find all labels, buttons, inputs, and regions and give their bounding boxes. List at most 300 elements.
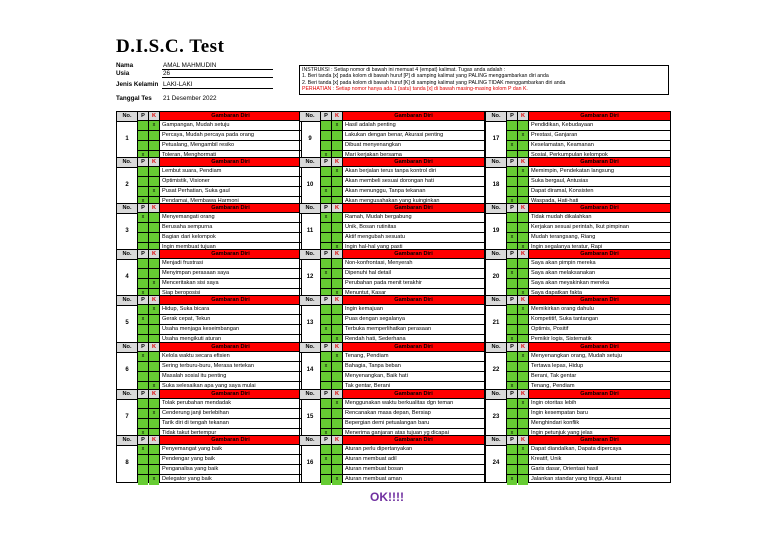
p-mark-cell[interactable] xyxy=(321,352,331,362)
k-header: K xyxy=(518,158,528,167)
p-header: P xyxy=(321,158,331,167)
question-number-cell xyxy=(485,249,507,297)
p-column xyxy=(138,295,149,343)
k-mark-cell[interactable] xyxy=(332,305,342,315)
description-column xyxy=(160,249,302,297)
statement-text: Berani, Tak gentar xyxy=(529,372,670,382)
statement-text: Kerjakan sesuai perintah, Ikut pimpinan xyxy=(529,223,670,233)
p-mark-cell[interactable] xyxy=(507,187,517,197)
statement-text: Percaya, Mudah percaya pada orang xyxy=(160,131,301,141)
no-header: No. xyxy=(300,112,320,122)
p-mark-cell[interactable] xyxy=(321,475,331,485)
description-column xyxy=(160,435,302,483)
p-mark-cell[interactable]: x xyxy=(321,429,331,439)
no-header: No. xyxy=(300,158,320,168)
k-mark-cell[interactable]: x xyxy=(518,305,528,315)
statement-text: Bagian dari kelompok xyxy=(160,233,301,243)
k-mark-cell[interactable]: x xyxy=(149,475,159,485)
k-mark-cell[interactable] xyxy=(518,465,528,475)
p-mark-cell[interactable] xyxy=(138,121,148,131)
k-mark-cell[interactable]: x xyxy=(149,121,159,131)
question-block xyxy=(485,295,671,343)
no-header: No. xyxy=(300,390,320,400)
statement-text: Keselamatan, Keamanan xyxy=(529,141,670,151)
p-mark-cell[interactable]: x xyxy=(138,197,148,207)
k-mark-cell[interactable]: x xyxy=(332,399,342,409)
k-mark-cell[interactable] xyxy=(518,233,528,243)
p-mark-cell[interactable] xyxy=(507,131,517,141)
question-block xyxy=(299,111,485,159)
k-mark-cell[interactable]: x xyxy=(518,352,528,362)
k-mark-cell[interactable] xyxy=(149,465,159,475)
p-mark-cell[interactable] xyxy=(507,399,517,409)
p-mark-cell[interactable] xyxy=(507,419,517,429)
p-header: P xyxy=(138,343,148,352)
question-number: 14 xyxy=(306,367,314,373)
k-mark-cell[interactable]: x xyxy=(332,352,342,362)
k-mark-cell[interactable] xyxy=(149,269,159,279)
p-header: P xyxy=(138,250,148,259)
p-mark-cell[interactable]: x xyxy=(138,213,148,223)
k-header: K xyxy=(332,204,342,213)
statement-text: Penganalisa yang baik xyxy=(160,465,301,475)
description-header: Gambaran Diri xyxy=(343,390,484,399)
p-column xyxy=(507,157,518,205)
k-header: K xyxy=(518,112,528,121)
p-mark-cell[interactable] xyxy=(138,305,148,315)
p-mark-cell[interactable] xyxy=(138,362,148,372)
p-mark-cell[interactable]: x xyxy=(138,429,148,439)
p-mark-cell[interactable] xyxy=(507,455,517,465)
p-mark-cell[interactable] xyxy=(321,223,331,233)
p-mark-cell[interactable] xyxy=(507,121,517,131)
p-header: P xyxy=(321,296,331,305)
k-mark-cell[interactable] xyxy=(332,455,342,465)
p-mark-cell[interactable] xyxy=(507,177,517,187)
k-header: K xyxy=(332,343,342,352)
p-mark-cell[interactable] xyxy=(138,223,148,233)
p-mark-cell[interactable] xyxy=(138,141,148,151)
p-column xyxy=(138,111,149,159)
statement-text: Memikirkan orang dahulu xyxy=(529,305,670,315)
p-mark-cell[interactable]: x xyxy=(507,382,517,392)
k-mark-cell[interactable]: x xyxy=(332,167,342,177)
description-column xyxy=(160,111,302,159)
p-mark-cell[interactable] xyxy=(507,362,517,372)
statement-text: Masalah sosial itu penting xyxy=(160,372,301,382)
instructions-line1: 1. Beri tanda [x] pada kolom di bawah huruf [P] di samping kalimat yang PALING menggambarkan diri anda xyxy=(302,73,549,80)
p-header: P xyxy=(321,250,331,259)
k-mark-cell[interactable] xyxy=(149,259,159,269)
p-mark-cell[interactable]: x xyxy=(507,141,517,151)
p-header: P xyxy=(138,204,148,213)
statement-text: Tenang, Pendiam xyxy=(531,383,575,389)
p-mark-cell[interactable] xyxy=(321,233,331,243)
question-number: 23 xyxy=(492,414,500,420)
question-number-cell xyxy=(485,111,507,159)
statement-text: Waspada, Hati-hati xyxy=(531,198,579,204)
statement-text: Petualang, Mengambil resiko xyxy=(160,141,301,151)
k-mark-cell[interactable] xyxy=(149,213,159,223)
k-mark-cell[interactable] xyxy=(518,372,528,382)
p-mark-cell[interactable] xyxy=(321,315,331,325)
statement-text: Aturan membuat adil xyxy=(343,455,484,465)
p-mark-cell[interactable] xyxy=(507,352,517,362)
k-mark-cell[interactable] xyxy=(149,325,159,335)
question-number: 5 xyxy=(125,320,129,326)
instructions-warning: PERHATIAN : Setiap nomor hanya ada 1 (satu) tanda [x] di bawah masing-masing kolom P dan K. xyxy=(302,86,528,93)
k-mark-cell[interactable] xyxy=(332,445,342,455)
k-mark-cell[interactable] xyxy=(518,177,528,187)
k-mark-cell[interactable] xyxy=(149,315,159,325)
statement-text: Menceritakan sisi saya xyxy=(160,279,301,289)
no-header: No. xyxy=(486,436,506,446)
p-mark-cell[interactable] xyxy=(507,259,517,269)
p-mark-cell[interactable]: x xyxy=(138,352,148,362)
question-number: 9 xyxy=(308,136,312,142)
no-header: No. xyxy=(117,112,137,122)
p-mark-cell[interactable] xyxy=(138,177,148,187)
p-mark-cell[interactable] xyxy=(138,131,148,141)
p-column xyxy=(507,249,518,297)
p-mark-cell[interactable] xyxy=(507,372,517,382)
statement-text: Bepergian demi petualangan baru xyxy=(343,419,484,429)
p-mark-cell[interactable] xyxy=(507,213,517,223)
k-mark-cell[interactable] xyxy=(332,372,342,382)
k-mark-cell[interactable]: x xyxy=(149,187,159,197)
question-block xyxy=(299,389,485,437)
statement-text: Aturan membuat aman xyxy=(345,476,402,482)
p-mark-cell[interactable] xyxy=(138,475,148,485)
k-mark-cell[interactable]: x xyxy=(332,289,342,299)
p-mark-cell[interactable]: x xyxy=(321,213,331,223)
p-mark-cell[interactable] xyxy=(321,279,331,289)
p-mark-cell[interactable] xyxy=(507,325,517,335)
k-mark-cell[interactable] xyxy=(332,362,342,372)
k-column xyxy=(332,389,343,437)
k-mark-cell[interactable] xyxy=(149,233,159,243)
question-number-cell xyxy=(299,295,321,343)
p-mark-cell[interactable]: x xyxy=(138,315,148,325)
statement-text: Saya akan melaksanakan xyxy=(529,269,670,279)
question-block xyxy=(485,111,671,159)
question-number-cell xyxy=(299,389,321,437)
question-block xyxy=(485,157,671,205)
statement-text: Rencanakan masa depan, Bersiap xyxy=(343,409,484,419)
statement-text: Ingin kesempatan baru xyxy=(529,409,670,419)
question-block xyxy=(485,203,671,251)
k-mark-cell[interactable] xyxy=(149,399,159,409)
p-mark-cell[interactable] xyxy=(321,465,331,475)
question-number-cell xyxy=(485,157,507,205)
p-mark-cell[interactable] xyxy=(138,409,148,419)
k-mark-cell[interactable]: x xyxy=(518,243,528,253)
k-mark-cell[interactable] xyxy=(518,475,528,485)
p-mark-cell[interactable] xyxy=(138,325,148,335)
k-mark-cell[interactable] xyxy=(518,325,528,335)
p-mark-cell[interactable] xyxy=(321,419,331,429)
p-mark-cell[interactable] xyxy=(321,141,331,151)
k-mark-cell[interactable] xyxy=(149,131,159,141)
p-mark-cell[interactable]: x xyxy=(507,269,517,279)
k-mark-cell[interactable] xyxy=(332,259,342,269)
p-mark-cell[interactable] xyxy=(138,465,148,475)
no-header: No. xyxy=(486,343,506,353)
p-mark-cell[interactable] xyxy=(321,177,331,187)
k-column xyxy=(149,342,160,390)
k-mark-cell[interactable] xyxy=(332,177,342,187)
p-mark-cell[interactable] xyxy=(507,445,517,455)
k-mark-cell[interactable] xyxy=(149,223,159,233)
k-mark-cell[interactable] xyxy=(332,223,342,233)
k-mark-cell[interactable] xyxy=(332,187,342,197)
k-mark-cell[interactable]: x xyxy=(332,121,342,131)
k-mark-cell[interactable] xyxy=(332,269,342,279)
k-mark-cell[interactable]: x xyxy=(518,289,528,299)
description-header: Gambaran Diri xyxy=(160,250,301,259)
statement-text: Saya akan pimpin mereka xyxy=(529,259,670,269)
description-header: Gambaran Diri xyxy=(160,436,301,445)
p-mark-cell[interactable]: x xyxy=(138,445,148,455)
no-header: No. xyxy=(117,250,137,260)
statement-text: Akan membeli sesuai dorongan hati xyxy=(343,177,484,187)
p-header: P xyxy=(138,296,148,305)
description-column xyxy=(160,389,302,437)
k-header: K xyxy=(332,436,342,445)
p-mark-cell[interactable]: x xyxy=(507,197,517,207)
p-mark-cell[interactable] xyxy=(138,233,148,243)
p-mark-cell[interactable]: x xyxy=(507,475,517,485)
k-column xyxy=(332,203,343,251)
statement-text: Memimpin, Pendekatan langsung xyxy=(529,167,670,177)
p-mark-cell[interactable] xyxy=(507,465,517,475)
p-mark-cell[interactable] xyxy=(507,409,517,419)
statement-text: Menyenangkan, Baik hati xyxy=(343,372,484,382)
statement-text: Delegator yang baik xyxy=(162,476,212,482)
k-header: K xyxy=(332,250,342,259)
k-mark-cell[interactable]: x xyxy=(518,445,528,455)
no-header: No. xyxy=(117,436,137,446)
instructions-line2: 2. Beri tanda [x] pada kolom di bawah huruf [K] di samping kalimat yang PALING TIDAK menggambarkan diri anda xyxy=(302,79,566,86)
p-mark-cell[interactable]: x xyxy=(321,187,331,197)
k-mark-cell[interactable] xyxy=(332,131,342,141)
k-mark-cell[interactable] xyxy=(518,259,528,269)
question-number-cell xyxy=(485,295,507,343)
k-mark-cell[interactable] xyxy=(149,419,159,429)
p-mark-cell[interactable] xyxy=(321,305,331,315)
k-mark-cell[interactable] xyxy=(518,409,528,419)
p-column xyxy=(138,389,149,437)
question-block xyxy=(299,249,485,297)
statement-text: Mari kerjakan bersama xyxy=(345,152,402,158)
p-mark-cell[interactable] xyxy=(321,121,331,131)
p-mark-cell[interactable] xyxy=(138,187,148,197)
p-mark-cell[interactable]: x xyxy=(138,151,148,161)
gender-label: Jenis Kelamin xyxy=(116,81,159,88)
k-mark-cell[interactable] xyxy=(332,279,342,289)
statement-text: Pendidikan, Kebudayaan xyxy=(529,121,670,131)
p-mark-cell[interactable]: x xyxy=(507,233,517,243)
k-mark-cell[interactable] xyxy=(149,372,159,382)
k-mark-cell[interactable]: x xyxy=(332,335,342,345)
p-mark-cell[interactable]: x xyxy=(507,429,517,439)
p-mark-cell[interactable] xyxy=(507,279,517,289)
description-column xyxy=(529,435,671,483)
p-mark-cell[interactable]: x xyxy=(321,269,331,279)
p-mark-cell[interactable] xyxy=(321,372,331,382)
question-number: 1 xyxy=(125,136,129,142)
k-mark-cell[interactable] xyxy=(149,445,159,455)
question-number-cell xyxy=(485,435,507,483)
k-mark-cell[interactable] xyxy=(518,121,528,131)
statement-text: Suka selesaikan apa yang saya mulai xyxy=(162,383,256,389)
k-mark-cell[interactable] xyxy=(149,177,159,187)
description-header: Gambaran Diri xyxy=(529,250,670,259)
p-mark-cell[interactable] xyxy=(507,305,517,315)
k-mark-cell[interactable] xyxy=(332,315,342,325)
k-mark-cell[interactable]: x xyxy=(149,382,159,392)
k-column xyxy=(332,157,343,205)
k-mark-cell[interactable] xyxy=(332,213,342,223)
description-column xyxy=(343,111,485,159)
k-mark-cell[interactable] xyxy=(518,223,528,233)
p-mark-cell[interactable] xyxy=(507,223,517,233)
k-mark-cell[interactable] xyxy=(518,213,528,223)
k-mark-cell[interactable] xyxy=(332,141,342,151)
k-mark-cell[interactable]: x xyxy=(518,399,528,409)
k-mark-cell[interactable] xyxy=(332,233,342,243)
statement-text: Pendamai, Membawa Harmoni xyxy=(162,198,239,204)
description-header: Gambaran Diri xyxy=(529,343,670,352)
k-mark-cell[interactable] xyxy=(518,419,528,429)
description-column xyxy=(529,295,671,343)
description-header: Gambaran Diri xyxy=(529,112,670,121)
description-header: Gambaran Diri xyxy=(529,436,670,445)
k-mark-cell[interactable] xyxy=(149,362,159,372)
statement-text: Lakukan dengan benar, Akurasi penting xyxy=(343,131,484,141)
k-column xyxy=(518,203,529,251)
p-mark-cell[interactable] xyxy=(507,167,517,177)
page-title: D.I.S.C. Test xyxy=(116,36,225,57)
k-mark-cell[interactable]: x xyxy=(149,409,159,419)
question-number: 15 xyxy=(306,414,314,420)
no-header: No. xyxy=(117,390,137,400)
no-header: No. xyxy=(117,343,137,353)
p-mark-cell[interactable] xyxy=(321,259,331,269)
question-number: 6 xyxy=(125,367,129,373)
k-mark-cell[interactable] xyxy=(518,141,528,151)
p-mark-cell[interactable] xyxy=(138,167,148,177)
k-mark-cell[interactable] xyxy=(518,269,528,279)
gender-value: LAKI-LAKI xyxy=(162,81,273,89)
k-mark-cell[interactable] xyxy=(518,315,528,325)
p-mark-cell[interactable]: x xyxy=(507,335,517,345)
k-mark-cell[interactable]: x xyxy=(149,279,159,289)
k-mark-cell[interactable] xyxy=(149,352,159,362)
p-mark-cell[interactable] xyxy=(321,167,331,177)
k-column xyxy=(149,295,160,343)
statement-text: Ingin membuat tujuan xyxy=(162,244,216,250)
k-mark-cell[interactable]: x xyxy=(149,305,159,315)
p-mark-cell[interactable] xyxy=(138,372,148,382)
statement-text: Saya dapatkan fakta xyxy=(531,290,583,296)
k-mark-cell[interactable] xyxy=(332,465,342,475)
p-mark-cell[interactable]: x xyxy=(321,325,331,335)
k-mark-cell[interactable] xyxy=(149,141,159,151)
k-column xyxy=(149,111,160,159)
p-mark-cell[interactable]: x xyxy=(138,289,148,299)
k-mark-cell[interactable] xyxy=(518,187,528,197)
k-mark-cell[interactable]: x xyxy=(332,243,342,253)
p-mark-cell[interactable] xyxy=(138,399,148,409)
p-mark-cell[interactable] xyxy=(321,445,331,455)
p-mark-cell[interactable] xyxy=(507,315,517,325)
p-mark-cell[interactable] xyxy=(321,409,331,419)
question-block xyxy=(116,295,302,343)
no-header: No. xyxy=(486,158,506,168)
no-header: No. xyxy=(300,343,320,353)
k-column xyxy=(149,249,160,297)
k-mark-cell[interactable]: x xyxy=(518,167,528,177)
statement-text: Lembut suara, Pendiam xyxy=(160,167,301,177)
k-mark-cell[interactable] xyxy=(149,455,159,465)
p-mark-cell[interactable] xyxy=(138,419,148,429)
p-header: P xyxy=(138,436,148,445)
statement-text: Hasil adalah penting xyxy=(343,121,484,131)
p-column xyxy=(507,203,518,251)
question-number-cell xyxy=(299,342,321,390)
k-mark-cell[interactable] xyxy=(518,279,528,289)
k-column xyxy=(332,435,343,483)
k-column xyxy=(149,203,160,251)
p-mark-cell[interactable] xyxy=(138,455,148,465)
k-mark-cell[interactable] xyxy=(518,455,528,465)
k-mark-cell[interactable] xyxy=(149,167,159,177)
p-mark-cell[interactable] xyxy=(138,269,148,279)
k-mark-cell[interactable]: x xyxy=(332,475,342,485)
k-mark-cell[interactable] xyxy=(332,419,342,429)
p-mark-cell[interactable] xyxy=(321,399,331,409)
p-header: P xyxy=(507,112,517,121)
k-mark-cell[interactable]: x xyxy=(518,131,528,141)
p-mark-cell[interactable]: x xyxy=(321,455,331,465)
k-header: K xyxy=(518,436,528,445)
p-mark-cell[interactable] xyxy=(321,131,331,141)
p-mark-cell[interactable] xyxy=(138,279,148,289)
p-mark-cell[interactable]: x xyxy=(321,151,331,161)
statement-text: Tidak takut bertempur xyxy=(162,430,217,436)
description-column xyxy=(160,342,302,390)
statement-text: Garis dasar, Orientasi hasil xyxy=(529,465,670,475)
statement-text: Usaha mengikuti aturan xyxy=(162,336,222,342)
statement-text: Rendah hati, Sederhana xyxy=(345,336,406,342)
p-mark-cell[interactable] xyxy=(138,259,148,269)
k-column xyxy=(518,342,529,390)
description-column xyxy=(343,295,485,343)
p-mark-cell[interactable]: x xyxy=(321,362,331,372)
k-header: K xyxy=(518,296,528,305)
k-mark-cell[interactable] xyxy=(518,362,528,372)
k-column xyxy=(518,249,529,297)
k-mark-cell[interactable] xyxy=(332,325,342,335)
k-mark-cell[interactable] xyxy=(332,409,342,419)
statement-text: Ingin kemajuan xyxy=(343,305,484,315)
description-column xyxy=(343,157,485,205)
question-number: 8 xyxy=(125,460,129,466)
p-header: P xyxy=(138,390,148,399)
question-block xyxy=(299,295,485,343)
statement-text: Mudah terangsang, Riang xyxy=(529,233,670,243)
